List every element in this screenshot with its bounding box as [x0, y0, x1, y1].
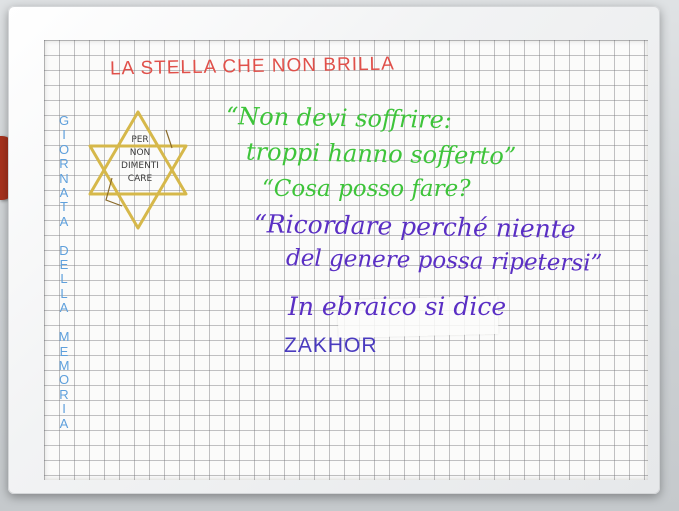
star-caption-line: CARE	[127, 174, 153, 184]
vertical-letter: T	[60, 199, 68, 215]
star-caption	[108, 134, 172, 186]
vertical-letter: E	[59, 343, 69, 359]
vertical-letter: M	[58, 357, 70, 373]
star-caption-line: NON	[129, 148, 151, 158]
vertical-letter	[56, 316, 72, 330]
vertical-letter: G	[58, 113, 70, 128]
vertical-letter: A	[59, 300, 69, 316]
vertical-letter: N	[59, 170, 69, 186]
vertical-letter: R	[59, 386, 69, 402]
answer-line-two: del genere possa ripetersi”	[285, 245, 603, 277]
vertical-letter: R	[59, 156, 69, 172]
vertical-letter: M	[58, 329, 70, 345]
quote-two: “Cosa posso fare?	[262, 176, 471, 202]
vertical-letter: L	[60, 285, 68, 301]
vertical-letter: A	[59, 213, 69, 229]
vertical-letter: O	[58, 372, 70, 388]
vertical-letter: A	[59, 185, 69, 201]
quote-one-line-two: troppi hanno sofferto”	[245, 137, 517, 171]
star-caption-line: DIMENTI	[121, 161, 159, 171]
vertical-letter: O	[58, 141, 70, 157]
answer-line-one: “Ricordare perché niente	[253, 209, 576, 244]
board-title: LA STELLA CHE NON BRILLA	[109, 53, 395, 80]
vertical-letter: D	[59, 242, 69, 258]
quote-one-line-one: “Non devi soffrire:	[225, 102, 453, 134]
star-caption-line: PER	[131, 135, 149, 145]
vertical-letter: L	[60, 271, 68, 287]
vertical-letter	[56, 229, 72, 243]
vertical-letter: I	[62, 401, 66, 417]
vertical-letter: A	[59, 415, 69, 431]
answer-line-three: In ebraico si dice	[288, 292, 507, 321]
answer-line-four: ZAKHOR	[284, 334, 378, 357]
vertical-text-giornata-della-memoria	[56, 114, 72, 431]
vertical-letter: E	[59, 257, 69, 273]
vertical-letter: I	[62, 127, 66, 143]
